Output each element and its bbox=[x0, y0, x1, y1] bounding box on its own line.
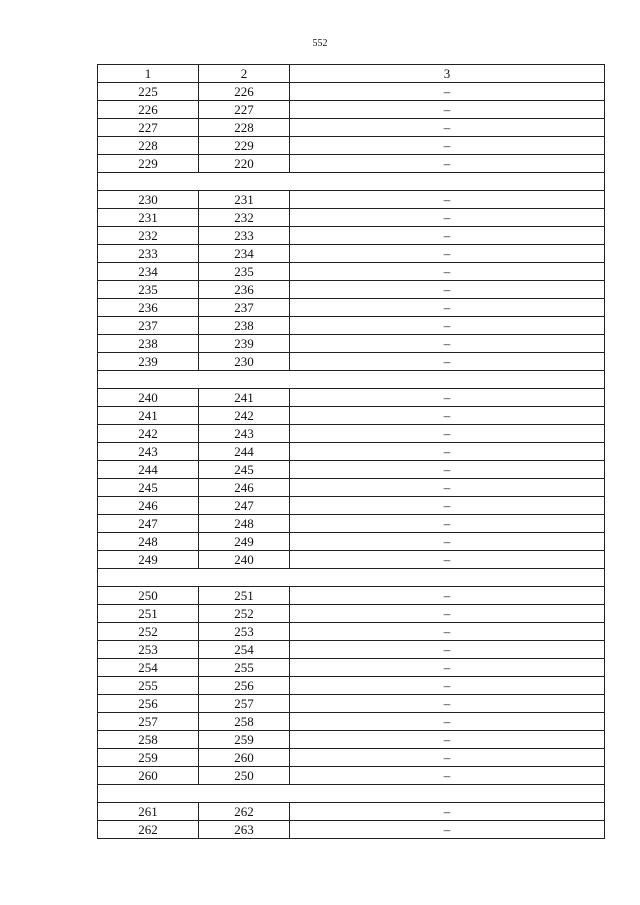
cell-col-3: – bbox=[290, 461, 605, 479]
cell-col-1: 243 bbox=[98, 443, 199, 461]
cell-col-2: 242 bbox=[199, 407, 290, 425]
cell-col-3: – bbox=[290, 155, 605, 173]
cell-col-2: 263 bbox=[199, 821, 290, 839]
cell-col-3: – bbox=[290, 425, 605, 443]
cell-col-2: 244 bbox=[199, 443, 290, 461]
cell-col-1: 260 bbox=[98, 767, 199, 785]
cell-col-2: 236 bbox=[199, 281, 290, 299]
cell-col-2: 240 bbox=[199, 551, 290, 569]
table-row bbox=[98, 83, 605, 101]
separator-cell bbox=[98, 173, 605, 191]
cell-col-3: – bbox=[290, 821, 605, 839]
cell-col-3: – bbox=[290, 749, 605, 767]
table-row bbox=[98, 461, 605, 479]
cell-col-1: 229 bbox=[98, 155, 199, 173]
cell-col-2: 251 bbox=[199, 587, 290, 605]
cell-col-1: 251 bbox=[98, 605, 199, 623]
table-body bbox=[98, 83, 605, 839]
cell-col-1: 227 bbox=[98, 119, 199, 137]
cell-col-2: 239 bbox=[199, 335, 290, 353]
cell-col-3: – bbox=[290, 695, 605, 713]
cell-col-1: 226 bbox=[98, 101, 199, 119]
cell-col-3: – bbox=[290, 677, 605, 695]
separator-cell bbox=[98, 371, 605, 389]
cell-col-2: 230 bbox=[199, 353, 290, 371]
cell-col-3: – bbox=[290, 407, 605, 425]
table-row bbox=[98, 209, 605, 227]
table-row bbox=[98, 407, 605, 425]
cell-col-3: – bbox=[290, 299, 605, 317]
cell-col-3: – bbox=[290, 479, 605, 497]
cell-col-2: 248 bbox=[199, 515, 290, 533]
table-row bbox=[98, 155, 605, 173]
cell-col-2: 249 bbox=[199, 533, 290, 551]
cell-col-3: – bbox=[290, 551, 605, 569]
cell-col-2: 259 bbox=[199, 731, 290, 749]
table-row bbox=[98, 551, 605, 569]
table-row bbox=[98, 731, 605, 749]
cell-col-1: 253 bbox=[98, 641, 199, 659]
cell-col-1: 236 bbox=[98, 299, 199, 317]
table-row bbox=[98, 353, 605, 371]
cell-col-2: 233 bbox=[199, 227, 290, 245]
cell-col-1: 237 bbox=[98, 317, 199, 335]
table-row bbox=[98, 533, 605, 551]
page-number: 552 bbox=[312, 38, 328, 49]
table-row bbox=[98, 515, 605, 533]
cell-col-3: – bbox=[290, 659, 605, 677]
cell-col-1: 238 bbox=[98, 335, 199, 353]
table-row bbox=[98, 263, 605, 281]
table-row bbox=[98, 659, 605, 677]
table-row bbox=[98, 443, 605, 461]
table-row bbox=[98, 335, 605, 353]
cell-col-2: 252 bbox=[199, 605, 290, 623]
separator-cell bbox=[98, 569, 605, 587]
table-row bbox=[98, 605, 605, 623]
table-row bbox=[98, 497, 605, 515]
cell-col-1: 225 bbox=[98, 83, 199, 101]
cell-col-3: – bbox=[290, 119, 605, 137]
cell-col-1: 261 bbox=[98, 803, 199, 821]
cell-col-1: 259 bbox=[98, 749, 199, 767]
cell-col-1: 240 bbox=[98, 389, 199, 407]
cell-col-1: 242 bbox=[98, 425, 199, 443]
table-row bbox=[98, 677, 605, 695]
cell-col-2: 241 bbox=[199, 389, 290, 407]
cell-col-2: 227 bbox=[199, 101, 290, 119]
cell-col-3: – bbox=[290, 731, 605, 749]
table-row bbox=[98, 641, 605, 659]
cell-col-2: 220 bbox=[199, 155, 290, 173]
header-row bbox=[98, 65, 605, 83]
cell-col-1: 250 bbox=[98, 587, 199, 605]
group-separator-row bbox=[98, 371, 605, 389]
cell-col-1: 231 bbox=[98, 209, 199, 227]
cell-col-1: 252 bbox=[98, 623, 199, 641]
group-separator-row bbox=[98, 173, 605, 191]
data-table bbox=[97, 64, 605, 839]
cell-col-1: 248 bbox=[98, 533, 199, 551]
cell-col-1: 228 bbox=[98, 137, 199, 155]
table-row bbox=[98, 623, 605, 641]
table-row bbox=[98, 245, 605, 263]
cell-col-2: 228 bbox=[199, 119, 290, 137]
cell-col-2: 253 bbox=[199, 623, 290, 641]
cell-col-1: 239 bbox=[98, 353, 199, 371]
cell-col-2: 257 bbox=[199, 695, 290, 713]
table-row bbox=[98, 191, 605, 209]
table-row bbox=[98, 821, 605, 839]
cell-col-3: – bbox=[290, 227, 605, 245]
cell-col-3: – bbox=[290, 317, 605, 335]
table-row bbox=[98, 299, 605, 317]
cell-col-3: – bbox=[290, 515, 605, 533]
cell-col-2: 229 bbox=[199, 137, 290, 155]
cell-col-1: 244 bbox=[98, 461, 199, 479]
cell-col-2: 260 bbox=[199, 749, 290, 767]
cell-col-3: – bbox=[290, 767, 605, 785]
table-row bbox=[98, 281, 605, 299]
cell-col-1: 233 bbox=[98, 245, 199, 263]
cell-col-1: 255 bbox=[98, 677, 199, 695]
cell-col-2: 262 bbox=[199, 803, 290, 821]
cell-col-2: 256 bbox=[199, 677, 290, 695]
cell-col-1: 245 bbox=[98, 479, 199, 497]
cell-col-3: – bbox=[290, 101, 605, 119]
cell-col-2: 226 bbox=[199, 83, 290, 101]
cell-col-3: – bbox=[290, 245, 605, 263]
group-separator-row bbox=[98, 785, 605, 803]
cell-col-3: – bbox=[290, 335, 605, 353]
cell-col-2: 243 bbox=[199, 425, 290, 443]
cell-col-3: – bbox=[290, 353, 605, 371]
cell-col-2: 231 bbox=[199, 191, 290, 209]
cell-col-3: – bbox=[290, 497, 605, 515]
cell-col-1: 254 bbox=[98, 659, 199, 677]
cell-col-3: – bbox=[290, 443, 605, 461]
table-row bbox=[98, 119, 605, 137]
table-row bbox=[98, 713, 605, 731]
table-row bbox=[98, 749, 605, 767]
cell-col-1: 246 bbox=[98, 497, 199, 515]
cell-col-3: – bbox=[290, 389, 605, 407]
cell-col-1: 262 bbox=[98, 821, 199, 839]
cell-col-2: 255 bbox=[199, 659, 290, 677]
header-col-1: 1 bbox=[98, 65, 199, 83]
cell-col-1: 235 bbox=[98, 281, 199, 299]
table-row bbox=[98, 101, 605, 119]
separator-cell bbox=[98, 785, 605, 803]
cell-col-2: 245 bbox=[199, 461, 290, 479]
cell-col-3: – bbox=[290, 137, 605, 155]
cell-col-2: 238 bbox=[199, 317, 290, 335]
cell-col-3: – bbox=[290, 623, 605, 641]
cell-col-1: 257 bbox=[98, 713, 199, 731]
cell-col-3: – bbox=[290, 83, 605, 101]
cell-col-1: 247 bbox=[98, 515, 199, 533]
table-row bbox=[98, 389, 605, 407]
table-row bbox=[98, 695, 605, 713]
cell-col-3: – bbox=[290, 605, 605, 623]
cell-col-2: 235 bbox=[199, 263, 290, 281]
group-separator-row bbox=[98, 569, 605, 587]
cell-col-2: 250 bbox=[199, 767, 290, 785]
table-row bbox=[98, 425, 605, 443]
table-row bbox=[98, 227, 605, 245]
table-row bbox=[98, 767, 605, 785]
table-row bbox=[98, 803, 605, 821]
cell-col-1: 234 bbox=[98, 263, 199, 281]
cell-col-2: 258 bbox=[199, 713, 290, 731]
cell-col-3: – bbox=[290, 263, 605, 281]
cell-col-2: 232 bbox=[199, 209, 290, 227]
cell-col-3: – bbox=[290, 281, 605, 299]
header-col-3: 3 bbox=[290, 65, 605, 83]
cell-col-2: 254 bbox=[199, 641, 290, 659]
cell-col-2: 247 bbox=[199, 497, 290, 515]
table-row bbox=[98, 317, 605, 335]
cell-col-1: 230 bbox=[98, 191, 199, 209]
table-row bbox=[98, 479, 605, 497]
cell-col-3: – bbox=[290, 713, 605, 731]
table-row bbox=[98, 587, 605, 605]
cell-col-2: 246 bbox=[199, 479, 290, 497]
cell-col-1: 241 bbox=[98, 407, 199, 425]
cell-col-2: 237 bbox=[199, 299, 290, 317]
header-col-2: 2 bbox=[199, 65, 290, 83]
cell-col-1: 232 bbox=[98, 227, 199, 245]
cell-col-3: – bbox=[290, 587, 605, 605]
cell-col-3: – bbox=[290, 209, 605, 227]
cell-col-3: – bbox=[290, 641, 605, 659]
cell-col-1: 256 bbox=[98, 695, 199, 713]
cell-col-3: – bbox=[290, 803, 605, 821]
cell-col-1: 258 bbox=[98, 731, 199, 749]
cell-col-3: – bbox=[290, 191, 605, 209]
table-row bbox=[98, 137, 605, 155]
cell-col-2: 234 bbox=[199, 245, 290, 263]
cell-col-1: 249 bbox=[98, 551, 199, 569]
cell-col-3: – bbox=[290, 533, 605, 551]
